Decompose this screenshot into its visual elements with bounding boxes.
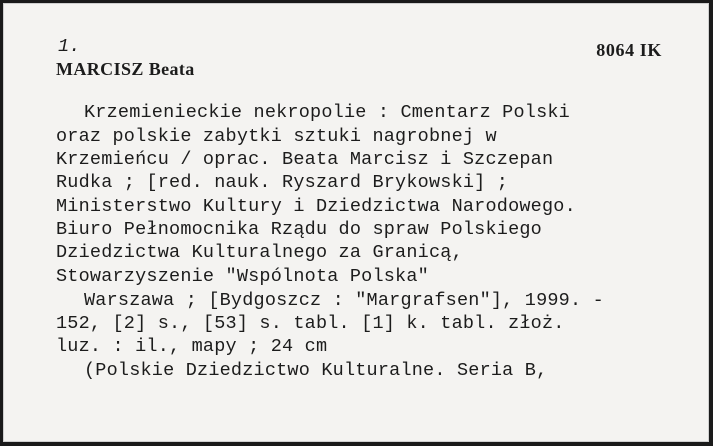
description-line: Krzemieńcu / oprac. Beata Marcisz i Szczepan	[56, 149, 554, 170]
description-line: Ministerstwo Kultury i Dziedzictwa Narodowego.	[56, 196, 576, 217]
publication-line: 152, [2] s., [53] s. tabl. [1] k. tabl. złoż.	[56, 313, 565, 334]
description-line: Rudka ; [red. nauk. Ryszard Brykowski] ;	[56, 172, 509, 193]
description-line: Dziedzictwa Kulturalnego za Granicą,	[56, 242, 463, 263]
series-line: (Polskie Dziedzictwo Kulturalne. Seria B,	[84, 360, 548, 381]
author-heading: MARCISZ Beata	[56, 59, 195, 79]
call-number: 8064 IK	[596, 40, 662, 60]
description-line: oraz polskie zabytki sztuki nagrobnej w	[56, 126, 497, 147]
description-line: Stowarzyszenie "Wspólnota Polska"	[56, 266, 429, 287]
entry-number: 1.	[58, 36, 81, 57]
catalog-card	[3, 3, 709, 442]
publication-line: Warszawa ; [Bydgoszcz : "Margrafsen"], 1999. -	[84, 290, 604, 311]
description-line: Krzemienieckie nekropolie : Cmentarz Polski	[84, 102, 570, 123]
description-line: Biuro Pełnomocnika Rządu do spraw Polskiego	[56, 219, 542, 240]
publication-line: luz. : il., mapy ; 24 cm	[56, 336, 328, 357]
